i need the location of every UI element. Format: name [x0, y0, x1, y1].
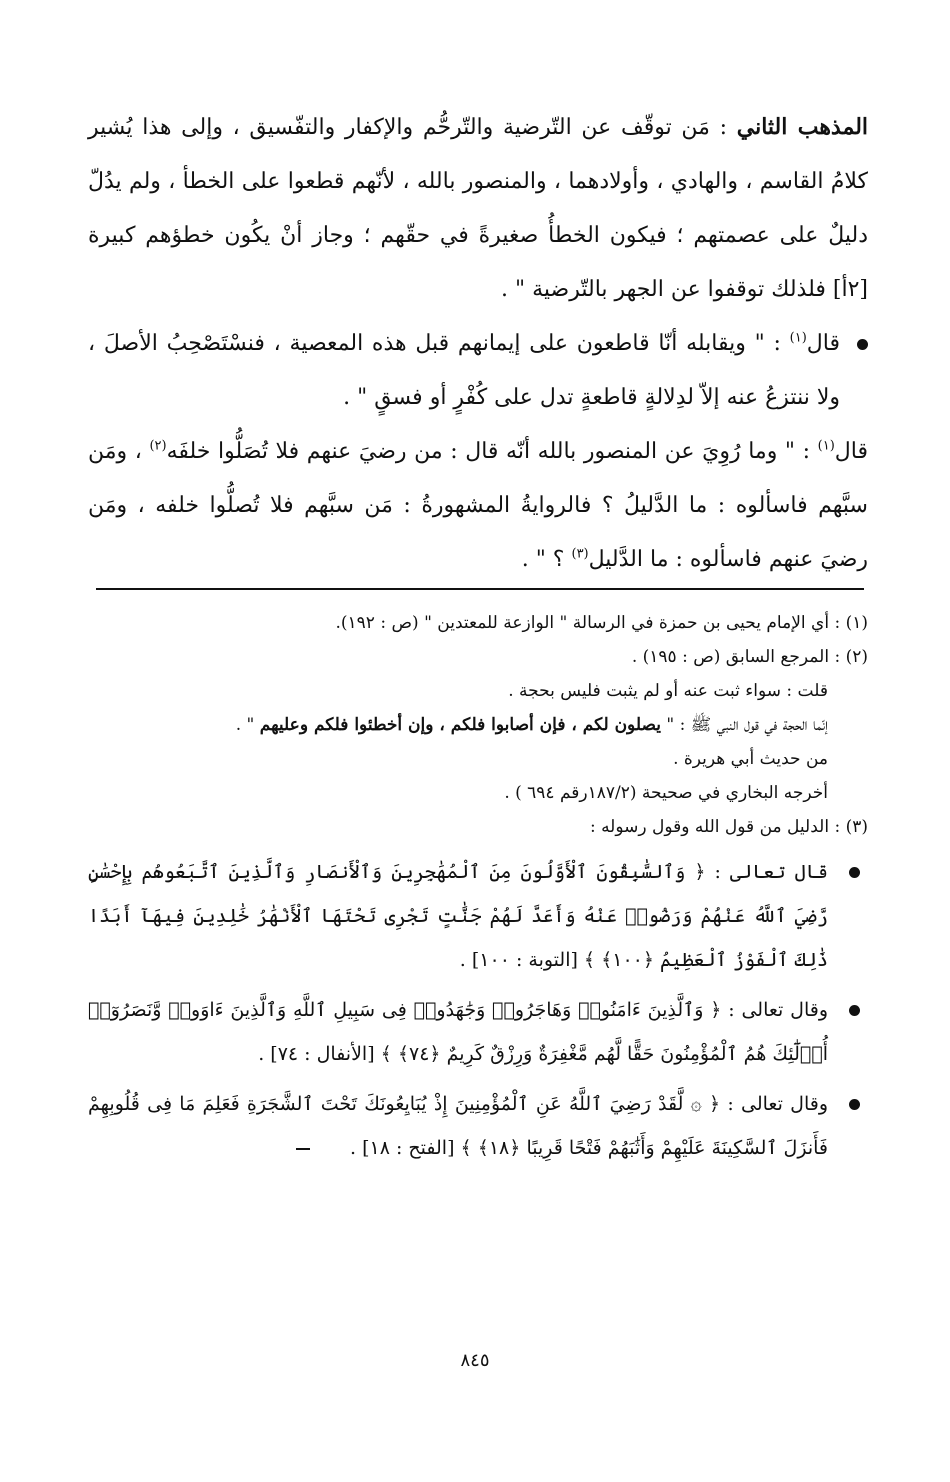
- footnote-ref-1[interactable]: (١): [817, 438, 835, 454]
- hadith-text: يصلون لكم ، فإن أصابوا فلكم ، وإن أخطئوا فلكم وعليهم: [259, 715, 661, 735]
- quote-text-part-3: ؟ " .: [521, 547, 572, 572]
- footnote-2-comment: قلت : سواء ثبت عنه أو لم يثبت فليس بحجة .: [508, 681, 828, 701]
- footnote-2: (٢) : المرجع السابق (ص : ١٩٥) .: [631, 647, 868, 667]
- footnote-divider: [96, 588, 864, 590]
- hadith-end: " .: [235, 715, 260, 735]
- paragraph-quote-one: [88, 317, 868, 425]
- page-number: ٨٤٥: [460, 1350, 490, 1371]
- quote-intro: قال: [834, 439, 868, 464]
- quote-text-part-2: ، ومَن سبَّهم فاسألوه : ما الدَّليلُ ؟ فالروايةُ المشهورةُ : مَن سبَّهم فلا تُصلُّوا خلفه ، ومَن رضيَ عنهم فاسألوه : ما الدَّليل: [88, 439, 868, 572]
- footnote-ref-2[interactable]: (٢): [149, 438, 167, 454]
- quote-text-part-1: : " وما رُوِيَ عن المنصور بالله أنّه قال : من رضيَ عنهم فلا تُصَلُّوا خلفَه: [166, 439, 818, 464]
- bullet-icon: [849, 1099, 860, 1110]
- footnote-2-hadith: [88, 708, 868, 742]
- verse-fath: [88, 1082, 868, 1170]
- footnotes-section: [88, 606, 868, 1170]
- continuation-mark: [296, 1148, 310, 1150]
- footnote-1: (١) : أي الإمام يحيى بن حمزة في الرسالة " الوازعة للمعتدين " (ص : ١٩٢).: [335, 613, 868, 633]
- paragraph-text: : مَن توقّف عن التّرضية والتّرحُّم والإكفار والتفّسيق ، وإلى هذا يُشير كلامُ القاسم ، والهادي ، وأولادهما ، والمنصور بالله ، لأنّهم قطعوا على الخطأ ، ولم يدُلّ دليلٌ على عصمتهم ؛ فيكون الخطأُ صغيرةً في حقّهم ؛ وجاز أنْ يكُون خطؤهم كبيرة [٢أ] فلذلك توقفوا عن الجهر بالتّرضية " .: [88, 115, 868, 302]
- paragraph-second-doctrine: [88, 100, 868, 317]
- bullet-icon: [849, 1005, 860, 1016]
- hadith-intro: إنّما الحجة في قول النبي ﷺ : ": [660, 715, 828, 735]
- bullet-icon: [849, 867, 860, 878]
- footnote-2-source: أخرجه البخاري في صحيحة (١٨٧/٢رقم ٦٩٤ ) .: [504, 783, 828, 803]
- quote-intro: قال: [806, 331, 840, 356]
- verse-text: وقال تعالى : ﴿ وَٱلَّذِينَ ءَامَنُوا۟ وَهَاجَرُوا۟ وَجَٰهَدُوا۟ فِى سَبِيلِ ٱللَّهِ وَٱلَّذِينَ ءَاوَوا۟ وَّنَصَرُوٓا۟ أُو۟لَٰٓئِكَ هُمُ ٱلْمُؤْمِنُونَ حَقًّا لَّهُم مَّغْفِرَةٌ وَرِزْقٌ كَرِيمٌ ﴿٧٤﴾ ﴾ [الأنفال : ٧٤] .: [88, 999, 828, 1065]
- section-lead-heading: المذهب الثاني: [736, 114, 869, 140]
- verse-text: قال تعالى : ﴿ وَٱلسَّٰبِقُونَ ٱلْأَوَّلُونَ مِنَ ٱلْمُهَٰجِرِينَ وَٱلْأَنصَارِ وَٱلَّذِينَ ٱتَّبَعُوهُم بِإِحْسَٰنٍ رَّضِيَ ٱللَّهُ عَنْهُمْ وَرَضُوا۟ عَنْهُ وَأَعَدَّ لَهُمْ جَنَّٰتٍ تَجْرِى تَحْتَهَا ٱلْأَنْهَٰرُ خَٰلِدِينَ فِيهَآ أَبَدًا ذَٰلِكَ ٱلْفَوْزُ ٱلْعَظِيمُ ﴿١٠٠﴾ ﴾ [التوبة : ١٠٠] .: [88, 861, 828, 971]
- quote-text: : " ويقابله أنّا قاطعون على إيمانهم قبل هذه المعصية ، فنسْتَصْحِبُ الأصلَ ، ولا ننتزعُ عنه إلاّ لدِلالةٍ قاطعةٍ تدل على كُفْرٍ أو فسقٍ " .: [88, 331, 840, 410]
- verse-tawbah: [88, 850, 868, 982]
- bullet-icon: [857, 339, 868, 350]
- verse-anfal: [88, 988, 868, 1076]
- footnote-2-narrator: من حديث أبي هريرة .: [673, 749, 828, 769]
- footnote-ref-1[interactable]: (١): [789, 330, 807, 346]
- main-text-block: [88, 100, 868, 587]
- verse-text: وقال تعالى : ﴿ ۞ لَّقَدْ رَضِيَ ٱللَّهُ عَنِ ٱلْمُؤْمِنِينَ إِذْ يُبَايِعُونَكَ تَحْتَ ٱلشَّجَرَةِ فَعَلِمَ مَا فِى قُلُوبِهِمْ فَأَنزَلَ ٱلسَّكِينَةَ عَلَيْهِمْ وَأَثَٰبَهُمْ فَتْحًا قَرِيبًا ﴿١٨﴾ ﴾ [الفتح : ١٨] .: [88, 1093, 828, 1159]
- paragraph-quote-two: [88, 425, 868, 587]
- footnote-3: (٣) : الدليل من قول الله وقول رسوله :: [589, 817, 868, 837]
- footnote-ref-3[interactable]: (٣): [571, 546, 589, 562]
